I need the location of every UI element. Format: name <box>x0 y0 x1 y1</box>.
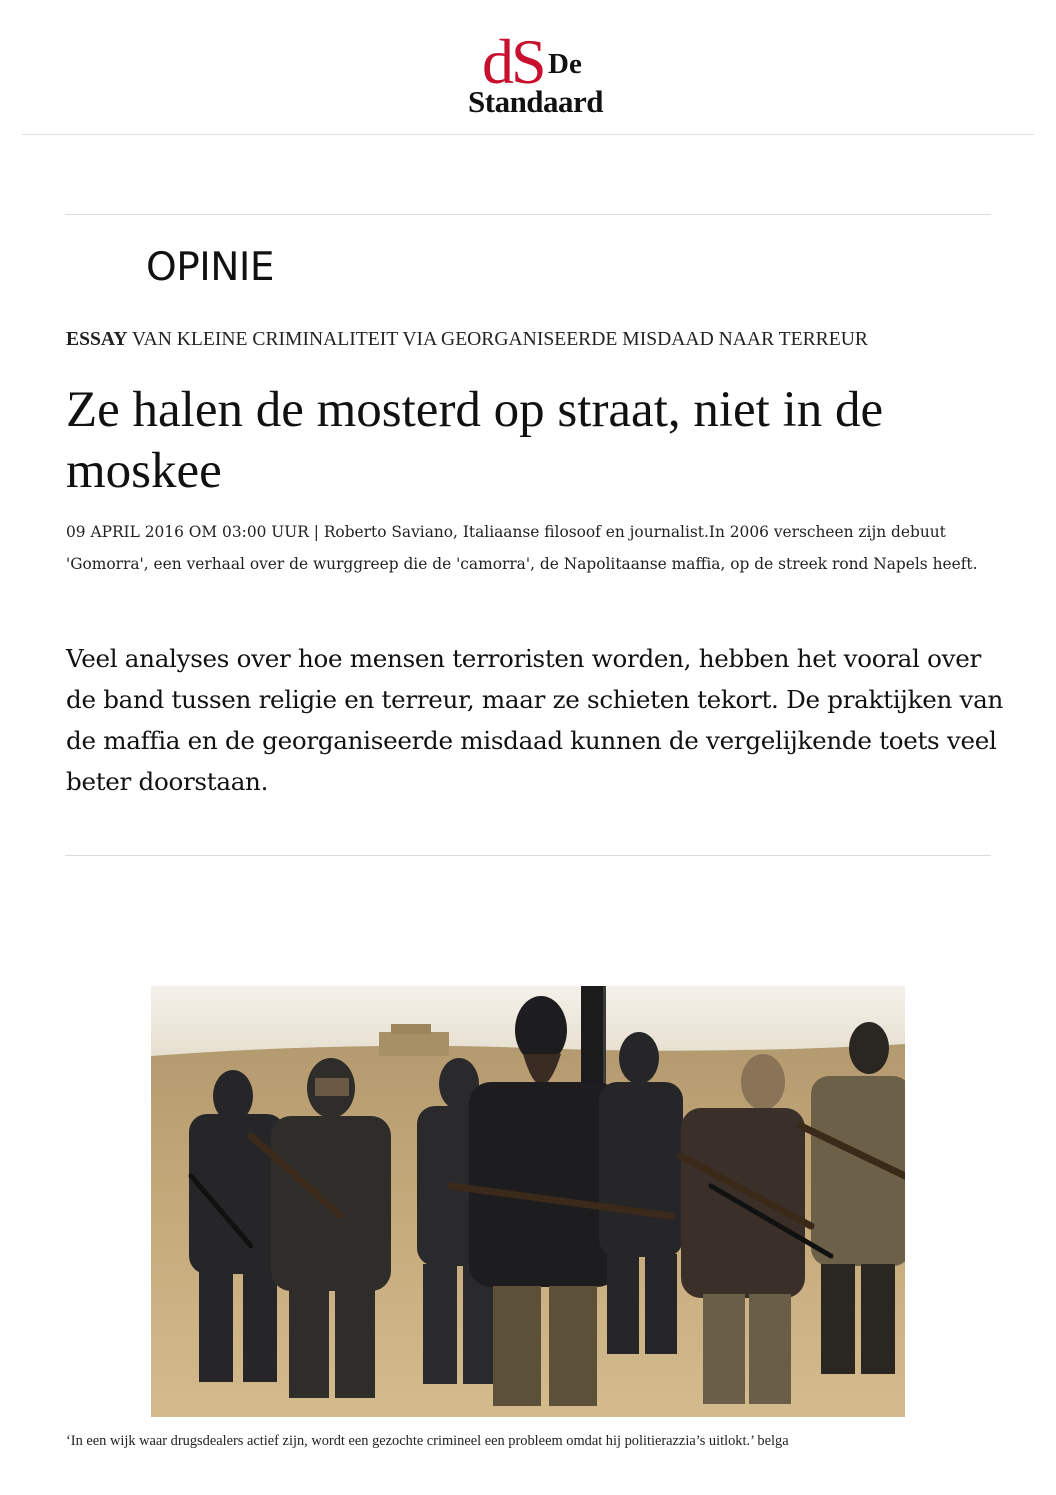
article-photo-illustration <box>151 986 905 1417</box>
section-divider <box>65 214 991 215</box>
photo-credit: belga <box>757 1433 789 1449</box>
logo-ds-mark: dS <box>482 26 544 97</box>
article-genre: ESSAY <box>66 329 128 350</box>
masthead <box>0 0 1056 136</box>
content-divider <box>65 855 991 856</box>
de-standaard-logo[interactable] <box>468 26 618 120</box>
article-kicker <box>66 328 996 352</box>
article-headline: Ze halen de mosterd op straat, niet in de moskee <box>66 382 884 499</box>
logo-de-word: De <box>548 48 582 80</box>
photo-caption <box>66 1432 996 1450</box>
article-dateline: 09 APRIL 2016 OM 03:00 UUR <box>66 523 309 541</box>
article-byline <box>66 516 996 580</box>
photo-caption-text: ‘In een wijk waar drugsdealers actief zijn, wordt een gezochte crimineel een probleem omdat hij politierazzia’s uitlokt.’ <box>66 1433 754 1449</box>
author-bio: Roberto Saviano, Italiaanse filosoof en journalist.In 2006 verscheen zijn debuut 'Gomorra', een verhaal over de wurggreep die de 'camorra', de Napolitaanse maffia, op de streek rond Napels heeft. <box>66 523 978 573</box>
masthead-divider <box>22 134 1034 135</box>
article-kicker-text: VAN KLEINE CRIMINALITEIT VIA GEORGANISEERDE MISDAAD NAAR TERREUR <box>131 329 868 350</box>
section-label[interactable]: OPINIE <box>146 245 275 290</box>
byline-separator: | <box>313 523 319 541</box>
logo-standaard-word: Standaard <box>468 84 604 119</box>
article-photo <box>151 986 905 1417</box>
article-intro: Veel analyses over hoe mensen terroristen worden, hebben het vooral over de band tussen religie en terreur, maar ze schieten tekort. De praktijken van de maffia en de georganiseerde misdaad kunnen de vergelijkende toets veel beter doorstaan. <box>66 644 1004 796</box>
